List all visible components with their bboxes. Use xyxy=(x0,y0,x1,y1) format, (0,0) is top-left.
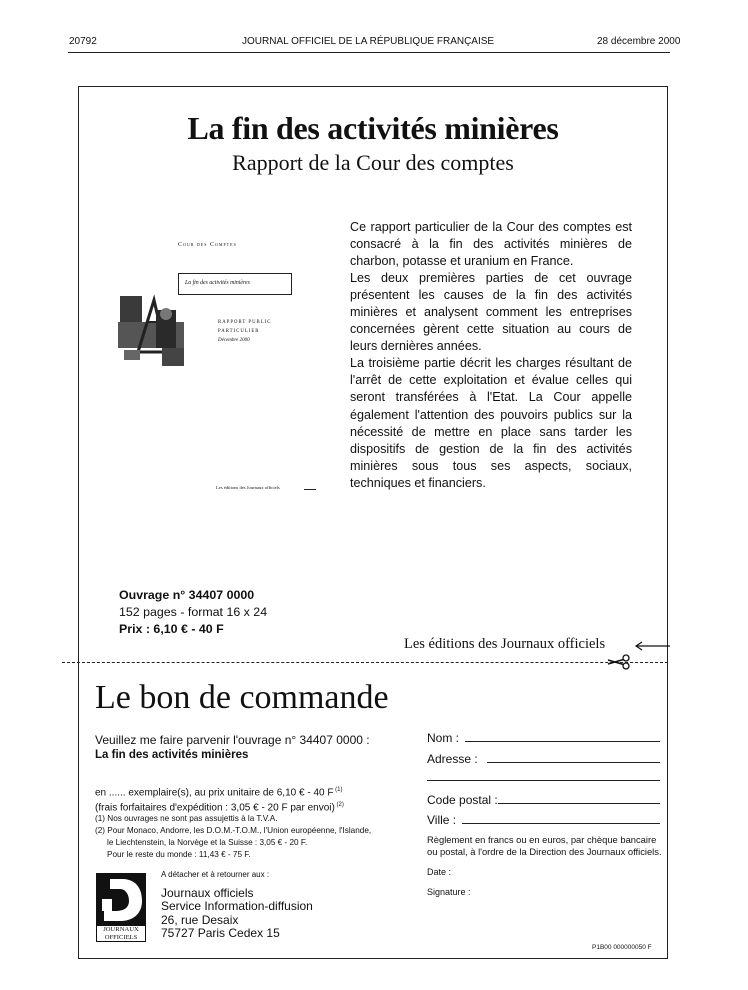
address-line: 75727 Paris Cedex 15 xyxy=(161,926,280,941)
name-label: Nom : xyxy=(427,731,460,745)
signature-label: Signature : xyxy=(427,887,471,897)
journaux-officiels-logo xyxy=(96,873,146,941)
date-label: Date : xyxy=(427,867,452,877)
book-cover-image xyxy=(118,222,322,502)
detach-note: A détacher et à retourner aux : xyxy=(161,870,270,879)
description-paragraph: La troisième partie décrit les charges résultant de l'arrêt de cette exploitation et évalue celles qui seront transférées à l'Etat. La Cour appelle également l'attention des pouvoirs publics sur la nécessité de mettre en place sans tarder les dispositifs de gestion de la fin des activités minières sous tous ses aspects, sociaux, techniques et financiers. xyxy=(350,356,632,490)
work-number: Ouvrage n° 34407 0000 xyxy=(119,588,255,602)
payment-line: Règlement en francs ou en euros, par chèque bancaire xyxy=(427,834,657,845)
header-date: 28 décembre 2000 xyxy=(597,36,681,47)
header-rule xyxy=(68,52,670,53)
work-reference xyxy=(119,587,267,638)
description xyxy=(350,219,632,492)
cover-title: La fin des activités minières xyxy=(185,280,250,286)
description-paragraph: Les deux premières parties de cet ouvrage présentent les causes de la fin des activités minières et analysent comment les entreprises concernées gèrent cette situation au cours de leurs dernières années. xyxy=(350,271,632,354)
address-line: 26, rue Desaix xyxy=(161,912,239,927)
name-field[interactable] xyxy=(465,741,660,742)
postal-code-field[interactable] xyxy=(498,803,660,804)
postal-code-label: Code postal : xyxy=(427,793,498,807)
mine-headframe-photo xyxy=(118,292,188,382)
cover-type-2: PARTICULIER xyxy=(218,329,260,334)
order-notes xyxy=(95,813,371,861)
form-code: P1B00 000000050 F xyxy=(592,944,652,951)
return-address xyxy=(161,887,313,941)
order-form-heading: Le bon de commande xyxy=(95,679,389,716)
scissors-icon xyxy=(606,654,632,670)
cover-footer-rule xyxy=(304,489,316,490)
editions-label: Les éditions des Journaux officiels xyxy=(404,636,606,652)
order-note: (1) Nos ouvrages ne sont pas assujettis à la T.V.A. xyxy=(95,814,278,823)
order-request: Veuillez me faire parvenir l'ouvrage n° 34407 0000 : xyxy=(95,733,370,747)
payment-note xyxy=(427,834,662,858)
journal-title: JOURNAL OFFICIEL DE LA RÉPUBLIQUE FRANÇAISE xyxy=(242,36,495,47)
cover-publisher: Cour des Comptes xyxy=(178,242,237,248)
cover-type-1: RAPPORT PUBLIC xyxy=(218,320,272,325)
order-quantity: en ...... exemplaire(s), au prix unitaire de 6,10 € - 40 F $^{(1)}$ (frais forfaitaires d'expédition : 3,05 € - 20 F par envoi) $^{(2)}$ xyxy=(95,787,344,814)
page-subtitle: Rapport de la Cour des comptes xyxy=(232,150,514,175)
cover-title-box xyxy=(178,273,292,295)
cover-footer: Les éditions des Journaux officiels xyxy=(216,485,280,490)
address-line: Service Information-diffusion xyxy=(161,899,313,914)
order-request-title: La fin des activités minières xyxy=(95,749,249,761)
shipping-line: (frais forfaitaires d'expédition : 3,05 € - 20 F par envoi) xyxy=(95,802,335,814)
order-note: (2) Pour Monaco, Andorre, les D.O.M.-T.O.M., l'Union européenne, l'Islande, xyxy=(95,826,372,835)
address-label: Adresse : xyxy=(427,752,478,766)
quantity-line: en ...... exemplaire(s), au prix unitaire de 6,10 € - 40 F xyxy=(95,787,334,799)
page-title: La fin des activités minières xyxy=(187,110,559,146)
page-number: 20792 xyxy=(69,36,97,47)
work-pages: 152 pages - format 16 x 24 xyxy=(119,605,268,619)
arrow-left-icon xyxy=(634,641,670,651)
cut-line[interactable] xyxy=(62,662,668,663)
description-paragraph: Ce rapport particulier de la Cour des comptes est consacré à la fin des activités minières de charbon, potasse et uranium en France. xyxy=(350,220,632,269)
payment-line: ou postal, à l'ordre de la Direction des Journaux officiels. xyxy=(427,846,662,857)
logo-line: JOURNAUX xyxy=(103,926,139,933)
order-note: Pour le reste du monde : 11,43 € - 75 F. xyxy=(107,850,251,859)
logo-text xyxy=(96,925,146,942)
cover-date: Décembre 2000 xyxy=(218,338,250,343)
jo-emblem-icon xyxy=(96,873,146,925)
city-label: Ville : xyxy=(427,813,457,827)
address-field-line-2[interactable] xyxy=(427,780,660,781)
order-note: le Liechtenstein, la Norvège et la Suisse : 3,05 € - 20 F. xyxy=(107,838,308,847)
work-price: Prix : 6,10 € - 40 F xyxy=(119,622,224,636)
address-line: Journaux officiels xyxy=(161,886,254,900)
city-field[interactable] xyxy=(462,823,660,824)
logo-line: OFFICIELS xyxy=(104,933,138,941)
address-field[interactable] xyxy=(487,762,660,763)
